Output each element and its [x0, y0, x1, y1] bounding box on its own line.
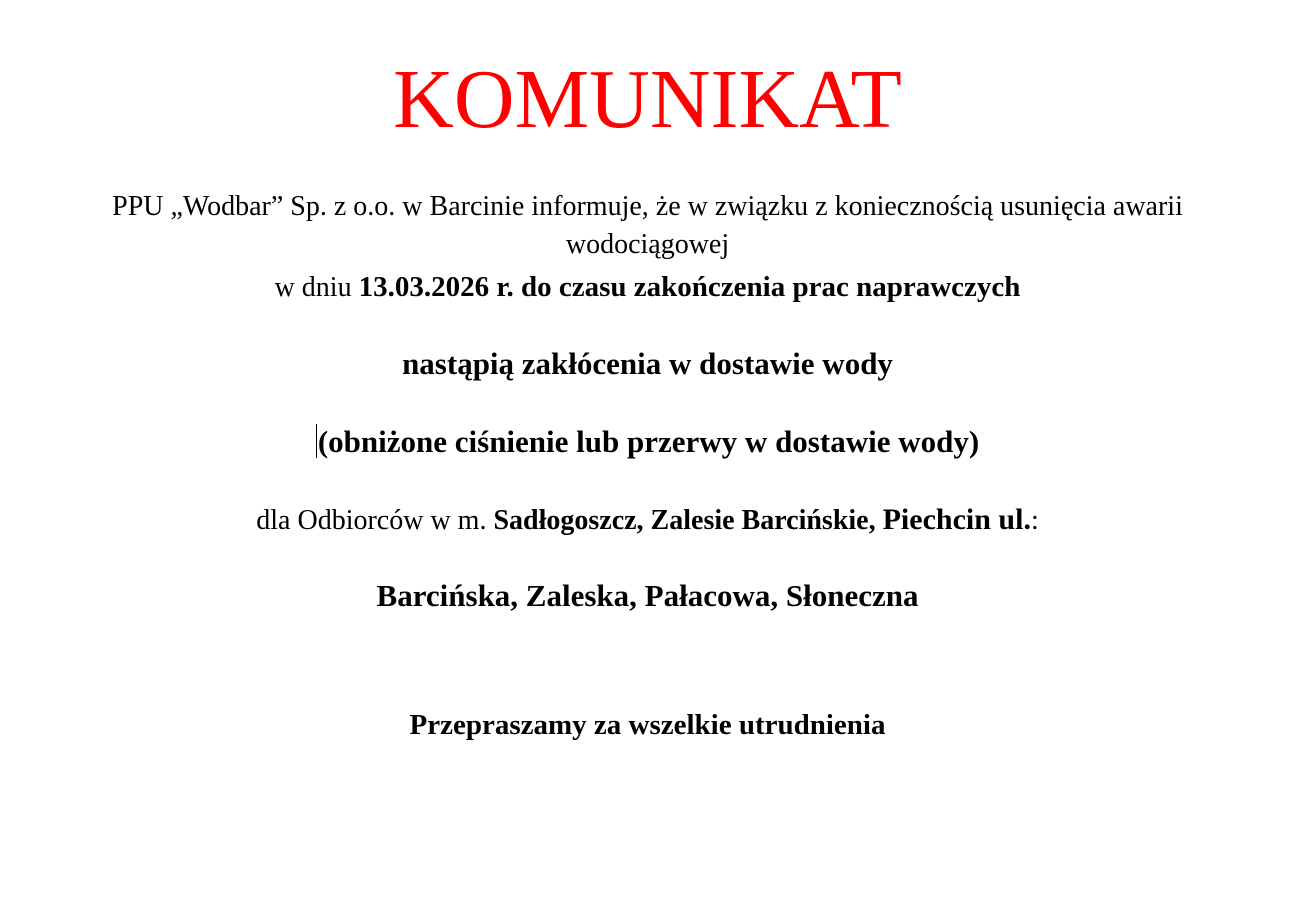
apology-text: Przepraszamy za wszelkie utrudnienia [409, 709, 886, 741]
text-cursor [316, 424, 317, 458]
date-line [0, 273, 1295, 302]
notice-title: KOMUNIKAT [393, 53, 902, 146]
intro-text-line-2: wodociągowej [565, 229, 730, 260]
recipients-line [0, 505, 1295, 535]
date-prefix: w dniu [274, 272, 359, 303]
date-period: 13.03.2026 r. do czasu zakończenia prac naprawczych [358, 271, 1021, 303]
recipients-suffix: : [1030, 505, 1039, 536]
recipients-places: Sadłogoszcz, Zalesie Barcińskie, [493, 505, 883, 536]
intro-text-line-1: PPU „Wodbar” Sp. z o.o. w Barcinie informuje, że w związku z koniecznością usunięcia awarii [112, 191, 1183, 222]
recipients-prefix: dla Odbiorców w m. [256, 505, 494, 536]
disruption-detail-line[interactable] [0, 424, 1295, 458]
disruption-heading: nastąpią zakłócenia w dostawie wody [402, 346, 893, 381]
disruption-detail: (obniżone ciśnienie lub przerwy w dostawie wody) [317, 424, 980, 459]
recipients-piechcin: Piechcin ul. [882, 503, 1031, 536]
streets-list: Barcińska, Zaleska, Pałacowa, Słoneczna [376, 578, 919, 613]
